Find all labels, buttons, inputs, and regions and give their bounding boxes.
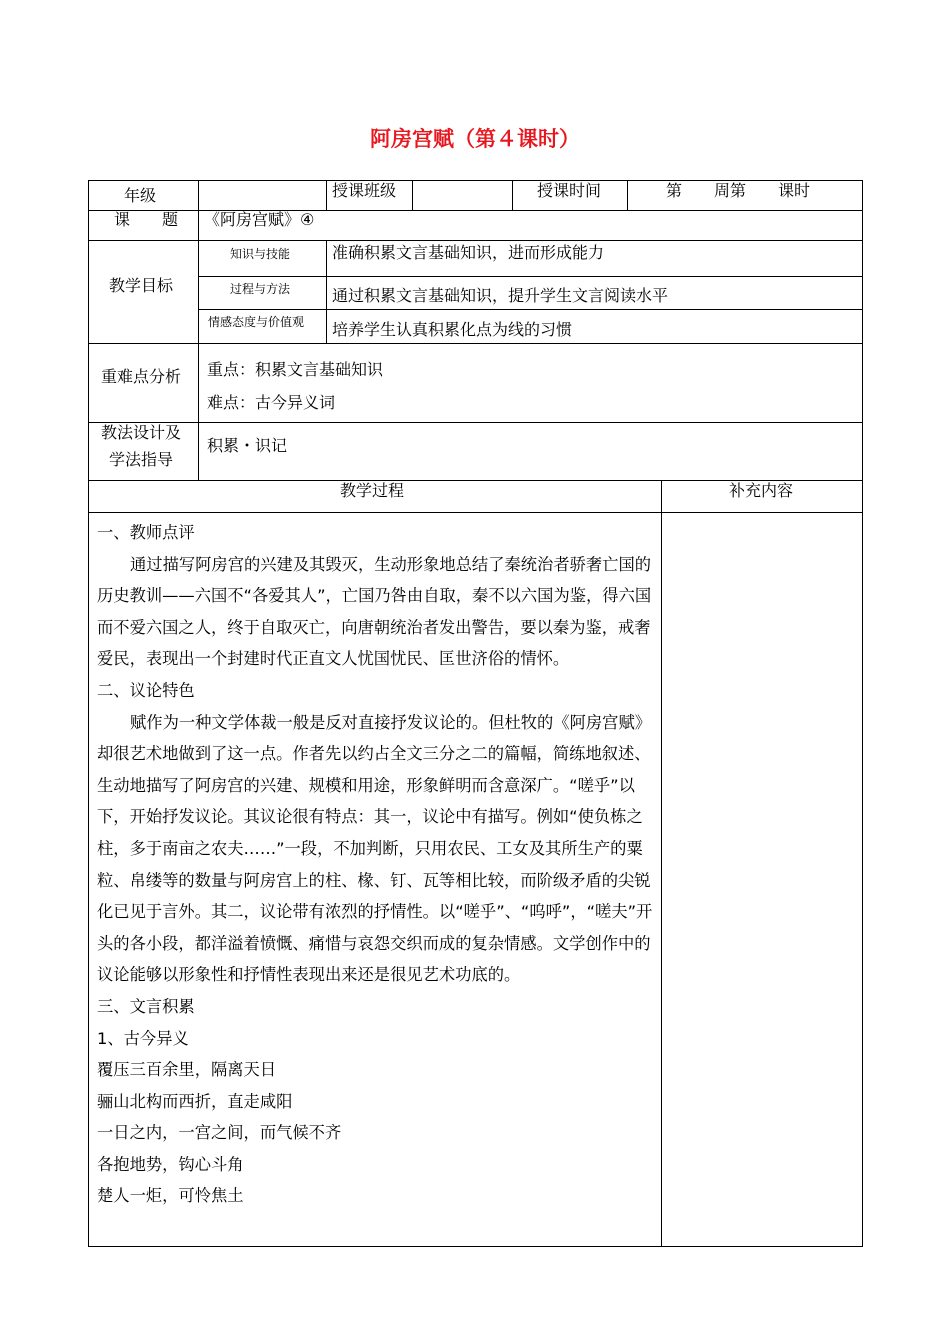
row-divider bbox=[88, 343, 863, 344]
section-heading: 一、教师点评 bbox=[97, 523, 195, 542]
difficulty-point: 难点：古今异义词 bbox=[207, 393, 336, 412]
topic-value: 《阿房宫赋》④ bbox=[204, 210, 315, 229]
goal-name-attitude: 情感态度与价值观 bbox=[208, 315, 305, 329]
column-divider bbox=[326, 240, 327, 343]
goal-text-process: 通过积累文言基础知识，提升学生文言阅读水平 bbox=[332, 286, 669, 305]
teaching-process-content bbox=[97, 517, 657, 1212]
goal-name-knowledge: 知识与技能 bbox=[230, 247, 291, 261]
example-line: 楚人一炬，可怜焦土 bbox=[97, 1186, 244, 1206]
row-divider bbox=[198, 309, 863, 310]
goal-text-attitude: 培养学生认真积累化点为线的习惯 bbox=[332, 320, 573, 339]
method-label-line1: 教法设计及 bbox=[101, 423, 182, 442]
column-divider bbox=[326, 180, 327, 210]
row-divider bbox=[198, 276, 863, 277]
column-divider bbox=[512, 180, 513, 210]
paragraph: 通过描写阿房宫的兴建及其毁灭，生动形象地总结了秦统治者骄奢亡国的历史教训——六国不“各爱其人”，亡国乃咎由自取，秦不以六国为鉴，得六国而不爱六国之人，终于自取灭亡，向唐朝统治者发出警告，要以秦为鉴，戒奢爱民，表现出一个封建时代正直文人忧国忧民、匡世济俗的情怀。 bbox=[97, 554, 652, 669]
column-divider bbox=[627, 180, 628, 210]
supplement-header: 补充内容 bbox=[729, 481, 794, 500]
class-label: 授课班级 bbox=[332, 181, 397, 200]
method-value: 积累・识记 bbox=[207, 436, 288, 455]
row-divider bbox=[88, 422, 863, 423]
column-divider bbox=[198, 180, 199, 480]
page-title: 阿房宫赋（第４课时） bbox=[370, 126, 580, 151]
row-divider bbox=[88, 512, 863, 513]
example-line: 骊山北构而西折，直走咸阳 bbox=[97, 1091, 293, 1111]
time-value: 第 周第 课时 bbox=[666, 181, 811, 200]
column-divider bbox=[661, 480, 662, 1247]
paragraph: 赋作为一种文学体裁一般是反对直接抒发议论的。但杜牧的《阿房宫赋》却很艺术地做到了这一点。作者先以约占全文三分之二的篇幅，简练地叙述、生动地描写了阿房宫的兴建、规模和用途，形象鲜明而含意深广。“嗟乎”以下，开始抒发议论。其议论很有特点：其一，议论中有描写。例如“使负栋之柱，多于南亩之农夫……”一段，不加判断，只用农民、工女及其所生产的粟粒、帛缕等的数量与阿房宫上的柱、椽、钉、瓦等相比较，而阶级矛盾的尖锐化已见于言外。其二，议论带有浓烈的抒情性。以“嗟乎”、“呜呼”，“嗟夫”开头的各小段，都洋溢着愤慨、痛惜与哀怨交织而成的复杂情感。文学创作中的议论能够以形象性和抒情性表现出来还是很见艺术功底的。 bbox=[97, 712, 653, 985]
example-line: 覆压三百余里，隔离天日 bbox=[97, 1060, 277, 1080]
goal-name-process: 过程与方法 bbox=[230, 282, 291, 296]
example-line: 各抱地势，钩心斗角 bbox=[97, 1154, 244, 1174]
topic-label: 课 题 bbox=[114, 210, 179, 229]
keypoints-label: 重难点分析 bbox=[101, 367, 182, 386]
time-label: 授课时间 bbox=[537, 181, 602, 200]
goal-text-knowledge: 准确积累文言基础知识，进而形成能力 bbox=[332, 243, 605, 262]
example-line: 一日之内，一宫之间，而气候不齐 bbox=[97, 1123, 342, 1143]
process-header: 教学过程 bbox=[340, 481, 405, 500]
section-heading: 二、议论特色 bbox=[97, 680, 195, 700]
method-label-line2: 学法指导 bbox=[109, 450, 174, 469]
key-point: 重点：积累文言基础知识 bbox=[207, 360, 384, 379]
goals-label: 教学目标 bbox=[109, 276, 174, 295]
section-heading: 三、文言积累 bbox=[97, 996, 195, 1016]
subsection-heading: 1、古今异义 bbox=[97, 1028, 189, 1048]
row-divider bbox=[88, 240, 863, 241]
grade-label: 年级 bbox=[124, 186, 157, 205]
column-divider bbox=[412, 180, 413, 210]
